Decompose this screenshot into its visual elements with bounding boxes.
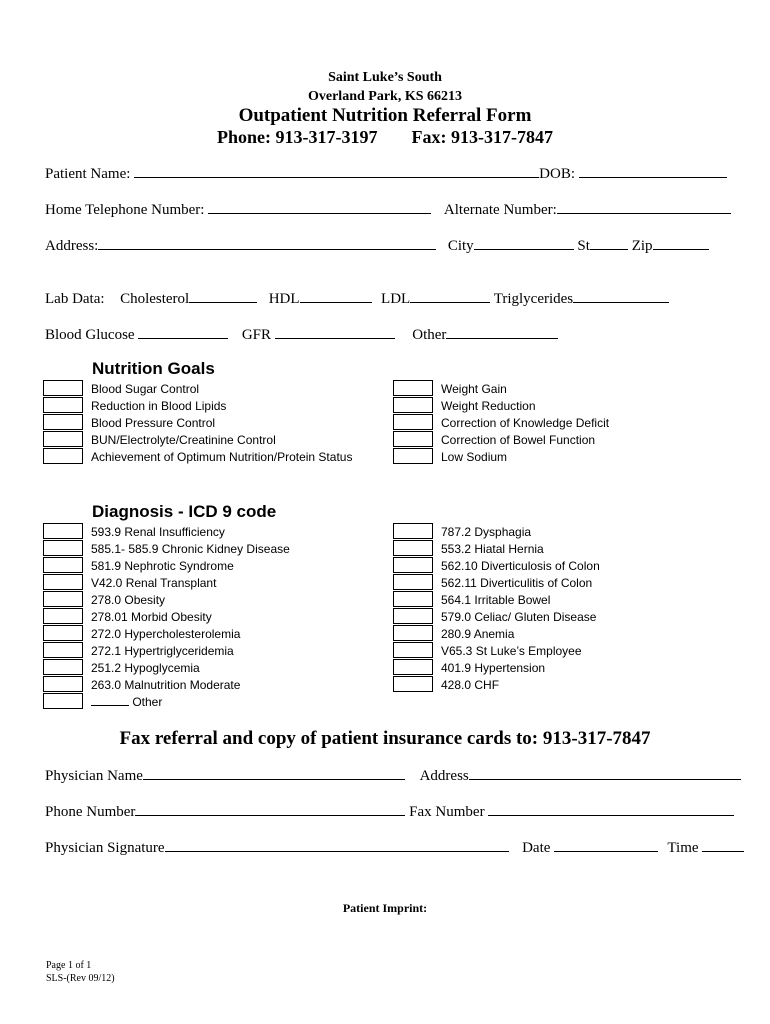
other-lab-field[interactable]: [446, 324, 558, 339]
signature-label: Physician Signature: [45, 840, 165, 856]
time-label: Time: [667, 840, 699, 856]
list-item: 787.2 Dysphagia: [393, 523, 600, 540]
physician-fax-label: Fax Number: [409, 804, 485, 820]
checkbox[interactable]: [43, 540, 83, 556]
patient-imprint-label: Patient Imprint:: [342, 901, 428, 915]
list-item: 428.0 CHF: [393, 676, 600, 693]
fax-instruction: Fax referral and copy of patient insurance cards to: 913-317-7847: [119, 728, 651, 749]
city-label: City: [447, 238, 474, 254]
phone-number: Phone: 913-317-3197: [217, 127, 378, 147]
contact-line: [0, 127, 770, 148]
checkbox[interactable]: [43, 523, 83, 539]
home-phone-label: Home Telephone Number:: [45, 202, 205, 218]
patient-name-row: [45, 163, 727, 183]
list-item: 278.01 Morbid Obesity: [43, 608, 290, 625]
ldl-field[interactable]: [410, 288, 490, 303]
list-item: 579.0 Celiac/ Gluten Disease: [393, 608, 600, 625]
nutrition-goals-title: Nutrition Goals: [92, 359, 215, 378]
physician-phone-row: [45, 801, 734, 821]
state-field[interactable]: [590, 235, 628, 250]
list-item: Correction of Bowel Function: [393, 431, 609, 448]
address-field[interactable]: [98, 235, 436, 250]
checkbox[interactable]: [393, 448, 433, 464]
checkbox[interactable]: [393, 625, 433, 641]
org-address: Overland Park, KS 66213: [307, 89, 462, 104]
checkbox[interactable]: [393, 397, 433, 413]
hdl-label: HDL: [268, 291, 300, 307]
physician-address-label: Address: [419, 768, 469, 784]
checkbox[interactable]: [43, 591, 83, 607]
checkbox[interactable]: [43, 448, 83, 464]
list-item: Reduction in Blood Lipids: [43, 397, 352, 414]
signature-field[interactable]: [165, 837, 509, 852]
checkbox[interactable]: [43, 574, 83, 590]
list-item: 251.2 Hypoglycemia: [43, 659, 290, 676]
physician-phone-field[interactable]: [135, 801, 405, 816]
cholesterol-label: Cholesterol: [120, 291, 190, 307]
hdl-field[interactable]: [300, 288, 372, 303]
list-item: V42.0 Renal Transplant: [43, 574, 290, 591]
gfr-label: GFR: [241, 327, 272, 343]
alt-number-field[interactable]: [557, 199, 731, 214]
checkbox[interactable]: [43, 397, 83, 413]
other-lab-label: Other: [412, 327, 447, 343]
checkbox[interactable]: [393, 431, 433, 447]
revision-code: SLS-(Rev 09/12): [46, 973, 115, 984]
patient-name-field[interactable]: [134, 163, 539, 178]
list-item: Low Sodium: [393, 448, 609, 465]
list-item: 593.9 Renal Insufficiency: [43, 523, 290, 540]
checkbox[interactable]: [43, 557, 83, 573]
list-item: 272.0 Hypercholesterolemia: [43, 625, 290, 642]
checkbox[interactable]: [393, 676, 433, 692]
dob-label: DOB:: [539, 166, 575, 182]
phone-row: [45, 199, 731, 219]
other-diagnosis-field[interactable]: [91, 694, 129, 706]
checkbox[interactable]: [393, 608, 433, 624]
glucose-row: [45, 324, 558, 344]
address-label: Address:: [45, 238, 99, 254]
list-item: BUN/Electrolyte/Creatinine Control: [43, 431, 352, 448]
checkbox[interactable]: [43, 642, 83, 658]
checkbox[interactable]: [393, 642, 433, 658]
ldl-label: LDL: [381, 291, 411, 307]
list-item: Achievement of Optimum Nutrition/Protein Status: [43, 448, 352, 465]
city-field[interactable]: [474, 235, 574, 250]
list-item: 553.2 Hiatal Hernia: [393, 540, 600, 557]
time-field[interactable]: [702, 837, 744, 852]
list-item: 280.9 Anemia: [393, 625, 600, 642]
checkbox[interactable]: [393, 414, 433, 430]
org-name: Saint Luke’s South: [328, 70, 442, 85]
goals-left-list: [43, 380, 352, 465]
checkbox[interactable]: [43, 693, 83, 709]
patient-name-label: Patient Name:: [45, 166, 131, 182]
list-item: Correction of Knowledge Deficit: [393, 414, 609, 431]
list-item: 401.9 Hypertension: [393, 659, 600, 676]
list-item: 581.9 Nephrotic Syndrome: [43, 557, 290, 574]
checkbox[interactable]: [393, 540, 433, 556]
gfr-field[interactable]: [275, 324, 395, 339]
address-row: [45, 235, 709, 255]
physician-fax-field[interactable]: [488, 801, 734, 816]
physician-name-row: [45, 765, 741, 785]
list-item: 272.1 Hypertriglyceridemia: [43, 642, 290, 659]
signature-row: [45, 837, 744, 857]
alt-number-label: Alternate Number:: [443, 202, 557, 218]
triglycerides-label: Triglycerides: [493, 291, 574, 307]
list-item: Weight Reduction: [393, 397, 609, 414]
list-item: Weight Gain: [393, 380, 609, 397]
checkbox[interactable]: [393, 523, 433, 539]
dob-field[interactable]: [579, 163, 727, 178]
list-item: 562.10 Diverticulosis of Colon: [393, 557, 600, 574]
checkbox[interactable]: [43, 414, 83, 430]
goals-right-list: [393, 380, 609, 465]
checkbox[interactable]: [43, 431, 83, 447]
home-phone-field[interactable]: [208, 199, 431, 214]
zip-field[interactable]: [653, 235, 709, 250]
checkbox[interactable]: [43, 676, 83, 692]
physician-name-label: Physician Name: [45, 768, 143, 784]
list-item: 585.1- 585.9 Chronic Kidney Disease: [43, 540, 290, 557]
checkbox[interactable]: [43, 625, 83, 641]
cholesterol-field[interactable]: [189, 288, 257, 303]
list-item: 278.0 Obesity: [43, 591, 290, 608]
diagnosis-title: Diagnosis - ICD 9 code: [92, 502, 277, 521]
state-label: St: [577, 238, 590, 254]
blood-glucose-label: Blood Glucose: [45, 327, 135, 343]
list-item: 562.11 Diverticulitis of Colon: [393, 574, 600, 591]
other-diagnosis-row: [43, 693, 290, 710]
checkbox[interactable]: [43, 380, 83, 396]
list-item: Blood Sugar Control: [43, 380, 352, 397]
checkbox[interactable]: [393, 557, 433, 573]
checkbox[interactable]: [393, 591, 433, 607]
checkbox[interactable]: [393, 380, 433, 396]
zip-label: Zip: [631, 238, 653, 254]
blood-glucose-field[interactable]: [138, 324, 228, 339]
lab-data-label: Lab Data:: [45, 291, 105, 307]
checkbox[interactable]: [43, 608, 83, 624]
physician-name-field[interactable]: [143, 765, 405, 780]
list-item: Blood Pressure Control: [43, 414, 352, 431]
date-field[interactable]: [554, 837, 658, 852]
other-diagnosis-label: Other: [132, 695, 163, 709]
physician-phone-label: Phone Number: [45, 804, 136, 820]
checkbox[interactable]: [393, 659, 433, 675]
date-label: Date: [522, 840, 551, 856]
checkbox[interactable]: [43, 659, 83, 675]
triglycerides-field[interactable]: [573, 288, 669, 303]
list-item: 263.0 Malnutrition Moderate: [43, 676, 290, 693]
checkbox[interactable]: [393, 574, 433, 590]
list-item: 564.1 Irritable Bowel: [393, 591, 600, 608]
diagnosis-right-list: [393, 523, 600, 693]
diagnosis-left-list: [43, 523, 290, 710]
list-item: V65.3 St Luke’s Employee: [393, 642, 600, 659]
fax-number: Fax: 913-317-7847: [411, 127, 553, 147]
form-title: Outpatient Nutrition Referral Form: [238, 105, 532, 126]
page-number: Page 1 of 1: [46, 960, 92, 971]
physician-address-field[interactable]: [469, 765, 741, 780]
lab-data-row: [45, 288, 669, 308]
